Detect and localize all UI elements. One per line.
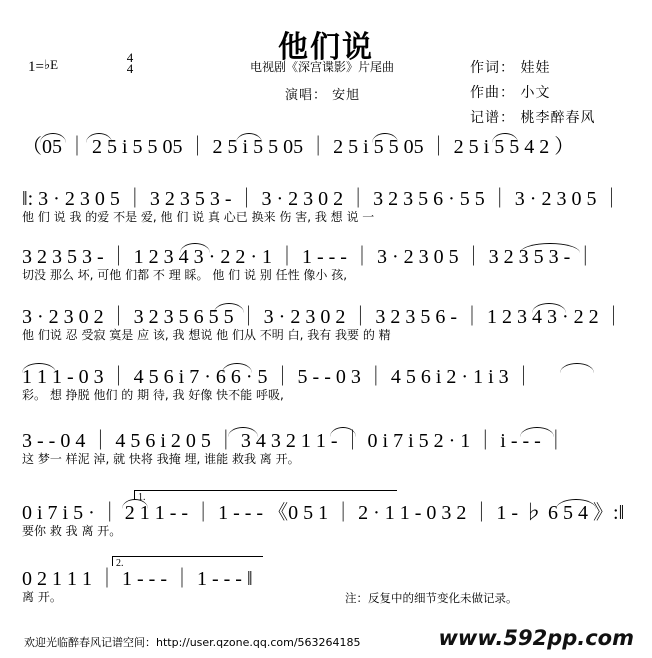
score-row-lyrics: 这 梦一 样泥 淖, 就 快将 我掩 埋, 谁能 救我 离 开。 (22, 452, 300, 466)
score-row (22, 496, 630, 540)
score-row (22, 130, 630, 174)
singer-credit: 演唱： 安旭 (285, 88, 361, 103)
credits-block (470, 56, 595, 131)
score-row-lyrics: 他 们 说 我 的爱 不是 爱, 他 们 说 真 心已 换来 伤 害, 我 想 说 一 (22, 210, 375, 224)
credit-composer: 作曲： 小文 (470, 85, 551, 101)
first-ending-bracket (134, 490, 397, 500)
score-row-notes: 0 2 1 1 1 ｜ 1 - - - ｜ 1 - - - ‖ (22, 568, 253, 590)
score-row-lyrics (22, 156, 630, 174)
page-title: 他们说 (278, 30, 374, 65)
score-note: 注：反复中的细节变化未做记录。 (345, 591, 518, 605)
score-row-notes: （05 ｜ 2 5 i 5 5 05 ｜ 2 5 i 5 5 05 ｜ 2 5 i 5 5 05 ｜ 2 5 i 5 5 4 2 ） (22, 136, 575, 158)
time-signature-numerator: 4 (126, 50, 134, 65)
time-signature-denominator: 4 (126, 61, 134, 76)
score-row-lyrics: 彩。 想 挣脱 他们 的 期 待, 我 好像 快不能 呼吸, (22, 388, 284, 402)
score-row-lyrics: 切没 那么 坏, 可他 们都 不 理 睬。 他 们 说 别 任性 像小 孩, (22, 268, 348, 282)
score-row-lyrics: 要你 救 我 离 开。 (22, 524, 122, 538)
key-label: 1= (28, 59, 44, 75)
score-row-notes: 3 2 3 5 3 - ｜ 1 2 3 4 3 · 2 2 · 1 ｜ 1 - - - ｜ 3 · 2 3 0 5 ｜ 3 2 3 5 3 - ｜ (22, 246, 596, 268)
second-ending-bracket (112, 556, 263, 566)
score-row (22, 182, 630, 226)
score-row-notes: ‖: 3 · 2 3 0 5 ｜ 3 2 3 5 3 - ｜ 3 · 2 3 0 2 ｜ 3 2 3 5 6 · 5 5 ｜ 3 · 2 3 0 5 ｜ (22, 188, 622, 210)
credit-lyricist: 作词： 娃娃 (470, 60, 551, 76)
score-row-lyrics: 他 们说 忍 受寂 寞是 应 该, 我 想说 他 们从 不明 白, 我有 我要 的 精 (22, 328, 391, 342)
score-row-notes: 0 i 7 i 5 · ｜ 2 1 1 - - ｜ 1 - - - 《0 5 1 ｜ 2 · 1 1 - 0 3 2 ｜ 1 - ♭ 6 5 4 》:‖ (22, 502, 625, 524)
time-signature (122, 52, 138, 74)
key-value: ♭E (43, 57, 59, 72)
subtitle: 电视剧《深宫谍影》片尾曲 (250, 60, 395, 74)
score-row-notes: 3 - - 0 4 ｜ 4 5 6 i 2 0 5 ｜ 3 4 3 2 1 1 - ｜ 0 i 7 i 5 2 · 1 ｜ i - - - ｜ (22, 430, 566, 452)
key-signature (28, 57, 58, 76)
score-row-lyrics: 离 开。 (22, 590, 62, 604)
score-row-notes: 1 1 1 - 0 3 ｜ 4 5 6 i 7 · 6 6 · 5 ｜ 5 - - 0 3 ｜ 4 5 6 i 2 · 1 i 3 ｜ (22, 366, 534, 388)
footer-credit-link[interactable]: 欢迎光临醉春风记谱空间：http://user.qzone.qq.com/563264185 (24, 636, 361, 649)
credit-transcriber: 记谱： 桃李醉春风 (470, 110, 596, 126)
second-ending-number: 2. (116, 558, 124, 569)
first-ending-number: 1. (138, 492, 146, 503)
score-row-notes: 3 · 2 3 0 2 ｜ 3 2 3 5 6 5 5 ｜ 3 · 2 3 0 2 ｜ 3 2 3 5 6 - ｜ 1 2 3 4 3 · 2 2 ｜ (22, 306, 624, 328)
score-row (22, 360, 630, 404)
footer-watermark: www.592pp.com (438, 626, 634, 650)
score-row (22, 562, 630, 606)
